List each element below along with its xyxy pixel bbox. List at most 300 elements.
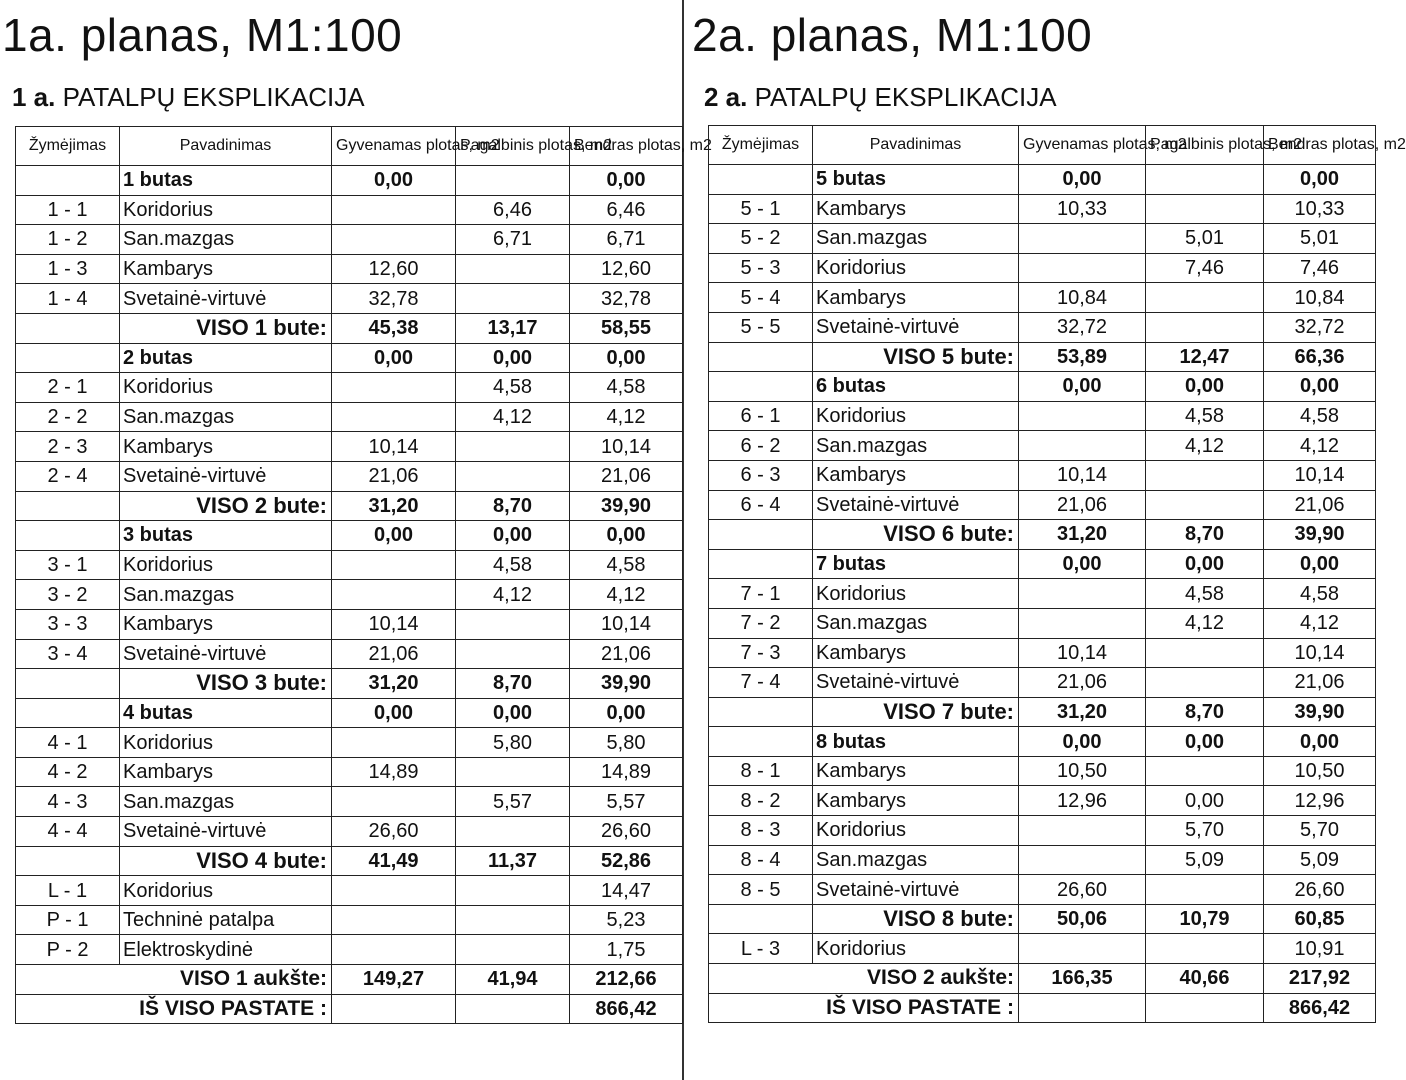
room-id-cell: 6 - 3: [709, 460, 813, 490]
header-cell: Žymėjimas: [16, 127, 120, 166]
living-area-cell: 45,38: [332, 313, 456, 343]
table-row: [709, 520, 1376, 550]
room-id-cell: [709, 727, 813, 757]
room-id-cell: 5 - 5: [709, 312, 813, 342]
auxiliary-area-cell: 4,58: [1146, 401, 1264, 431]
living-area-cell: 0,00: [1019, 372, 1146, 402]
auxiliary-area-cell: [1146, 194, 1264, 224]
auxiliary-area-cell: 8,70: [1146, 520, 1264, 550]
auxiliary-area-cell: [1146, 875, 1264, 905]
room-id-cell: 3 - 2: [16, 580, 120, 610]
living-area-cell: 0,00: [332, 343, 456, 373]
table-row: [16, 994, 683, 1024]
section-label: PATALPŲ EKSPLIKACIJA: [62, 82, 365, 112]
id-cell: [16, 313, 120, 343]
room-name-cell: Kambarys: [120, 254, 332, 284]
total-area-cell: 52,86: [570, 846, 683, 876]
room-name-cell: Svetainė-virtuvė: [120, 817, 332, 847]
room-id-cell: [709, 372, 813, 402]
room-id-cell: [16, 698, 120, 728]
living-area-cell: [332, 787, 456, 817]
total-area-cell: 4,12: [570, 580, 683, 610]
living-area-cell: [1019, 401, 1146, 431]
room-name-cell: Kambarys: [813, 756, 1019, 786]
table-row: [709, 638, 1376, 668]
total-area-cell: 60,85: [1264, 904, 1376, 934]
table-row: [709, 845, 1376, 875]
total-area-cell: 212,66: [570, 965, 683, 995]
room-name-cell: San.mazgas: [813, 224, 1019, 254]
auxiliary-area-cell: [1146, 993, 1264, 1023]
total-area-cell: 21,06: [1264, 490, 1376, 520]
living-area-cell: 10,14: [332, 609, 456, 639]
room-name-cell: Koridorius: [813, 816, 1019, 846]
room-name-cell: San.mazgas: [813, 608, 1019, 638]
apartment-name-cell: 1 butas: [120, 166, 332, 196]
total-area-cell: 39,90: [570, 669, 683, 699]
living-area-cell: 21,06: [332, 461, 456, 491]
section-title: [704, 82, 1057, 113]
total-area-cell: 21,06: [570, 639, 683, 669]
room-name-cell: Kambarys: [813, 460, 1019, 490]
auxiliary-area-cell: 12,47: [1146, 342, 1264, 372]
auxiliary-area-cell: 6,71: [456, 225, 570, 255]
auxiliary-area-cell: 0,00: [1146, 727, 1264, 757]
header-cell: Gyvenamas plotas, m2: [332, 127, 456, 166]
rooms-table: [15, 126, 712, 1024]
total-area-cell: 32,78: [570, 284, 683, 314]
room-id-cell: 8 - 5: [709, 875, 813, 905]
total-area-cell: 10,14: [570, 609, 683, 639]
total-area-cell: 0,00: [1264, 549, 1376, 579]
total-area-cell: 5,70: [1264, 816, 1376, 846]
table-row: [709, 253, 1376, 283]
auxiliary-area-cell: [456, 757, 570, 787]
auxiliary-area-cell: [456, 994, 570, 1024]
total-label-cell: IŠ VISO PASTATE :: [709, 993, 1019, 1023]
table-row: [709, 224, 1376, 254]
table-row: [16, 580, 683, 610]
auxiliary-area-cell: 8,70: [456, 491, 570, 521]
room-id-cell: 6 - 1: [709, 401, 813, 431]
living-area-cell: [1019, 431, 1146, 461]
total-area-cell: 866,42: [1264, 993, 1376, 1023]
auxiliary-area-cell: 0,00: [456, 343, 570, 373]
auxiliary-area-cell: [456, 817, 570, 847]
total-area-cell: 4,58: [1264, 579, 1376, 609]
room-name-cell: Koridorius: [813, 579, 1019, 609]
apartment-name-cell: 3 butas: [120, 521, 332, 551]
living-area-cell: 26,60: [332, 817, 456, 847]
table-row: [16, 313, 683, 343]
room-id-cell: 7 - 2: [709, 608, 813, 638]
auxiliary-area-cell: [1146, 490, 1264, 520]
total-area-cell: 1,75: [570, 935, 683, 965]
auxiliary-area-cell: [1146, 460, 1264, 490]
living-area-cell: [332, 225, 456, 255]
living-area-cell: [332, 195, 456, 225]
auxiliary-area-cell: [1146, 165, 1264, 195]
room-name-cell: Koridorius: [813, 401, 1019, 431]
id-cell: [16, 491, 120, 521]
subtotal-label-cell: VISO 1 bute:: [120, 313, 332, 343]
total-area-cell: 10,33: [1264, 194, 1376, 224]
auxiliary-area-cell: 4,12: [1146, 431, 1264, 461]
auxiliary-area-cell: 0,00: [1146, 549, 1264, 579]
auxiliary-area-cell: [1146, 668, 1264, 698]
apartment-name-cell: 2 butas: [120, 343, 332, 373]
header-cell: Gyvenamas plotas, m2: [1019, 126, 1146, 165]
table-row: [709, 668, 1376, 698]
room-name-cell: Svetainė-virtuvė: [813, 668, 1019, 698]
table-row: [709, 608, 1376, 638]
total-area-cell: 0,00: [1264, 372, 1376, 402]
living-area-cell: 10,14: [332, 432, 456, 462]
room-name-cell: Kambarys: [120, 432, 332, 462]
header-cell: Pavadinimas: [120, 127, 332, 166]
room-name-cell: Koridorius: [813, 934, 1019, 964]
total-area-cell: 66,36: [1264, 342, 1376, 372]
section-floor-label: 2 a.: [704, 82, 748, 112]
room-id-cell: 1 - 4: [16, 284, 120, 314]
auxiliary-area-cell: 6,46: [456, 195, 570, 225]
room-name-cell: Svetainė-virtuvė: [813, 875, 1019, 905]
total-area-cell: 10,91: [1264, 934, 1376, 964]
auxiliary-area-cell: [456, 905, 570, 935]
section-floor-label: 1 a.: [12, 82, 56, 112]
room-id-cell: [16, 521, 120, 551]
room-id-cell: P - 2: [16, 935, 120, 965]
total-area-cell: 0,00: [570, 698, 683, 728]
table-row: [16, 343, 683, 373]
id-cell: [709, 342, 813, 372]
subtotal-label-cell: VISO 2 bute:: [120, 491, 332, 521]
living-area-cell: [332, 550, 456, 580]
living-area-cell: [332, 402, 456, 432]
auxiliary-area-cell: [1146, 312, 1264, 342]
apartment-name-cell: 8 butas: [813, 727, 1019, 757]
auxiliary-area-cell: 0,00: [456, 698, 570, 728]
section-title: [12, 82, 365, 113]
total-area-cell: 39,90: [570, 491, 683, 521]
auxiliary-area-cell: 8,70: [1146, 697, 1264, 727]
room-id-cell: 5 - 4: [709, 283, 813, 313]
living-area-cell: 0,00: [1019, 727, 1146, 757]
room-id-cell: 1 - 2: [16, 225, 120, 255]
room-name-cell: Kambarys: [813, 638, 1019, 668]
living-area-cell: 32,72: [1019, 312, 1146, 342]
room-id-cell: [709, 165, 813, 195]
table-row: [709, 401, 1376, 431]
living-area-cell: [1019, 579, 1146, 609]
table-row: [16, 373, 683, 403]
room-name-cell: Svetainė-virtuvė: [813, 490, 1019, 520]
auxiliary-area-cell: [1146, 638, 1264, 668]
living-area-cell: 0,00: [1019, 165, 1146, 195]
table-row: [16, 284, 683, 314]
rooms-table: [708, 125, 1406, 1023]
living-area-cell: [332, 994, 456, 1024]
table-row: [709, 816, 1376, 846]
room-name-cell: Koridorius: [120, 373, 332, 403]
room-id-cell: 7 - 4: [709, 668, 813, 698]
table-row: [709, 875, 1376, 905]
table-row: [16, 965, 683, 995]
living-area-cell: [1019, 253, 1146, 283]
living-area-cell: 41,49: [332, 846, 456, 876]
auxiliary-area-cell: 0,00: [1146, 786, 1264, 816]
table-row: [16, 935, 683, 965]
table-header-row: [16, 127, 683, 166]
total-area-cell: 12,96: [1264, 786, 1376, 816]
room-name-cell: Koridorius: [120, 550, 332, 580]
apartment-name-cell: 5 butas: [813, 165, 1019, 195]
living-area-cell: 31,20: [332, 491, 456, 521]
section-label: PATALPŲ EKSPLIKACIJA: [754, 82, 1057, 112]
room-name-cell: Kambarys: [813, 194, 1019, 224]
room-name-cell: Svetainė-virtuvė: [120, 461, 332, 491]
table-row: [709, 786, 1376, 816]
total-area-cell: 10,14: [1264, 638, 1376, 668]
living-area-cell: [332, 905, 456, 935]
auxiliary-area-cell: 13,17: [456, 313, 570, 343]
auxiliary-area-cell: 40,66: [1146, 964, 1264, 994]
auxiliary-area-cell: 7,46: [1146, 253, 1264, 283]
room-id-cell: 3 - 1: [16, 550, 120, 580]
auxiliary-area-cell: 4,12: [456, 580, 570, 610]
living-area-cell: 0,00: [1019, 549, 1146, 579]
room-id-cell: 2 - 3: [16, 432, 120, 462]
total-area-cell: 0,00: [1264, 727, 1376, 757]
table-row: [16, 461, 683, 491]
table-row: [16, 787, 683, 817]
living-area-cell: 31,20: [1019, 697, 1146, 727]
apartment-name-cell: 4 butas: [120, 698, 332, 728]
living-area-cell: 10,50: [1019, 756, 1146, 786]
room-name-cell: Svetainė-virtuvė: [120, 284, 332, 314]
auxiliary-area-cell: [456, 432, 570, 462]
total-area-cell: 10,14: [570, 432, 683, 462]
subtotal-label-cell: VISO 7 bute:: [813, 697, 1019, 727]
total-area-cell: 39,90: [1264, 520, 1376, 550]
total-area-cell: 4,12: [1264, 431, 1376, 461]
living-area-cell: 12,60: [332, 254, 456, 284]
auxiliary-area-cell: [456, 254, 570, 284]
table-row: [709, 727, 1376, 757]
total-area-cell: 5,01: [1264, 224, 1376, 254]
living-area-cell: 10,14: [1019, 460, 1146, 490]
header-cell: Pagalbinis plotas, m2: [456, 127, 570, 166]
living-area-cell: 26,60: [1019, 875, 1146, 905]
living-area-cell: [332, 935, 456, 965]
auxiliary-area-cell: 5,80: [456, 728, 570, 758]
table-row: [16, 757, 683, 787]
total-area-cell: 5,09: [1264, 845, 1376, 875]
total-area-cell: 0,00: [570, 166, 683, 196]
room-name-cell: Kambarys: [120, 757, 332, 787]
room-name-cell: Koridorius: [813, 253, 1019, 283]
room-id-cell: 4 - 2: [16, 757, 120, 787]
total-area-cell: 4,58: [1264, 401, 1376, 431]
auxiliary-area-cell: [456, 166, 570, 196]
table-row: [709, 460, 1376, 490]
room-id-cell: 2 - 4: [16, 461, 120, 491]
room-id-cell: 2 - 2: [16, 402, 120, 432]
total-area-cell: 58,55: [570, 313, 683, 343]
living-area-cell: 166,35: [1019, 964, 1146, 994]
room-name-cell: Koridorius: [120, 728, 332, 758]
total-area-cell: 0,00: [570, 521, 683, 551]
room-id-cell: [709, 549, 813, 579]
room-id-cell: [16, 343, 120, 373]
room-id-cell: 6 - 4: [709, 490, 813, 520]
table-row: [709, 697, 1376, 727]
id-cell: [709, 520, 813, 550]
auxiliary-area-cell: 4,58: [456, 373, 570, 403]
auxiliary-area-cell: 8,70: [456, 669, 570, 699]
living-area-cell: [1019, 993, 1146, 1023]
table-row: [709, 312, 1376, 342]
room-id-cell: 1 - 1: [16, 195, 120, 225]
table-row: [16, 728, 683, 758]
apartment-name-cell: 6 butas: [813, 372, 1019, 402]
living-area-cell: [332, 728, 456, 758]
table-row: [16, 521, 683, 551]
auxiliary-area-cell: 4,12: [1146, 608, 1264, 638]
total-area-cell: 14,89: [570, 757, 683, 787]
table-row: [16, 698, 683, 728]
subtotal-label-cell: VISO 8 bute:: [813, 904, 1019, 934]
total-area-cell: 12,60: [570, 254, 683, 284]
auxiliary-area-cell: 10,79: [1146, 904, 1264, 934]
table-row: [709, 934, 1376, 964]
living-area-cell: [1019, 224, 1146, 254]
auxiliary-area-cell: 41,94: [456, 965, 570, 995]
total-area-cell: 4,12: [1264, 608, 1376, 638]
auxiliary-area-cell: [1146, 934, 1264, 964]
room-id-cell: 5 - 2: [709, 224, 813, 254]
total-area-cell: 10,50: [1264, 756, 1376, 786]
table-row: [16, 254, 683, 284]
header-cell: Pavadinimas: [813, 126, 1019, 165]
auxiliary-area-cell: 4,58: [1146, 579, 1264, 609]
auxiliary-area-cell: 4,58: [456, 550, 570, 580]
auxiliary-area-cell: 11,37: [456, 846, 570, 876]
room-id-cell: 4 - 4: [16, 817, 120, 847]
room-name-cell: San.mazgas: [120, 225, 332, 255]
total-area-cell: 217,92: [1264, 964, 1376, 994]
total-area-cell: 0,00: [570, 343, 683, 373]
living-area-cell: [332, 373, 456, 403]
room-id-cell: 5 - 3: [709, 253, 813, 283]
room-name-cell: Kambarys: [120, 609, 332, 639]
total-area-cell: 4,58: [570, 373, 683, 403]
table-row: [16, 817, 683, 847]
living-area-cell: 21,06: [332, 639, 456, 669]
table-row: [16, 609, 683, 639]
room-id-cell: 3 - 4: [16, 639, 120, 669]
total-area-cell: 4,58: [570, 550, 683, 580]
total-area-cell: 4,12: [570, 402, 683, 432]
living-area-cell: 21,06: [1019, 668, 1146, 698]
living-area-cell: 12,96: [1019, 786, 1146, 816]
total-area-cell: 6,71: [570, 225, 683, 255]
room-id-cell: 7 - 1: [709, 579, 813, 609]
auxiliary-area-cell: 4,12: [456, 402, 570, 432]
room-id-cell: 2 - 1: [16, 373, 120, 403]
table-row: [16, 876, 683, 906]
id-cell: [709, 904, 813, 934]
table-row: [16, 195, 683, 225]
subtotal-label-cell: VISO 6 bute:: [813, 520, 1019, 550]
table-header-row: [709, 126, 1376, 165]
id-cell: [709, 697, 813, 727]
living-area-cell: [332, 876, 456, 906]
living-area-cell: [1019, 608, 1146, 638]
table-row: [16, 432, 683, 462]
total-area-cell: 26,60: [1264, 875, 1376, 905]
room-name-cell: Techninė patalpa: [120, 905, 332, 935]
subtotal-label-cell: VISO 3 bute:: [120, 669, 332, 699]
auxiliary-area-cell: [456, 876, 570, 906]
total-area-cell: 6,46: [570, 195, 683, 225]
auxiliary-area-cell: 0,00: [456, 521, 570, 551]
living-area-cell: 0,00: [332, 521, 456, 551]
header-cell: Bendras plotas, m2: [1264, 126, 1376, 165]
table-row: [709, 549, 1376, 579]
living-area-cell: [332, 580, 456, 610]
auxiliary-area-cell: 5,01: [1146, 224, 1264, 254]
table-row: [16, 669, 683, 699]
table-row: [709, 283, 1376, 313]
room-name-cell: San.mazgas: [813, 845, 1019, 875]
table-row: [709, 490, 1376, 520]
room-id-cell: 7 - 3: [709, 638, 813, 668]
living-area-cell: 32,78: [332, 284, 456, 314]
room-id-cell: 1 - 3: [16, 254, 120, 284]
total-area-cell: 14,47: [570, 876, 683, 906]
id-cell: [16, 846, 120, 876]
total-area-cell: 21,06: [1264, 668, 1376, 698]
total-area-cell: 5,57: [570, 787, 683, 817]
total-area-cell: 10,14: [1264, 460, 1376, 490]
living-area-cell: 50,06: [1019, 904, 1146, 934]
living-area-cell: 10,14: [1019, 638, 1146, 668]
living-area-cell: 149,27: [332, 965, 456, 995]
auxiliary-area-cell: [456, 639, 570, 669]
living-area-cell: 0,00: [332, 698, 456, 728]
room-id-cell: 3 - 3: [16, 609, 120, 639]
table-row: [16, 550, 683, 580]
room-id-cell: 8 - 4: [709, 845, 813, 875]
room-id-cell: L - 1: [16, 876, 120, 906]
subtotal-label-cell: VISO 4 bute:: [120, 846, 332, 876]
living-area-cell: [1019, 816, 1146, 846]
total-area-cell: 32,72: [1264, 312, 1376, 342]
total-area-cell: 39,90: [1264, 697, 1376, 727]
table-row: [709, 964, 1376, 994]
room-name-cell: San.mazgas: [120, 787, 332, 817]
plan-title: 2a. planas, M1:100: [692, 9, 1093, 61]
table-row: [709, 904, 1376, 934]
table-row: [709, 194, 1376, 224]
table-row: [16, 225, 683, 255]
plan-title: 1a. planas, M1:100: [2, 9, 403, 61]
room-name-cell: San.mazgas: [813, 431, 1019, 461]
room-name-cell: San.mazgas: [120, 580, 332, 610]
living-area-cell: 53,89: [1019, 342, 1146, 372]
room-name-cell: Koridorius: [120, 195, 332, 225]
